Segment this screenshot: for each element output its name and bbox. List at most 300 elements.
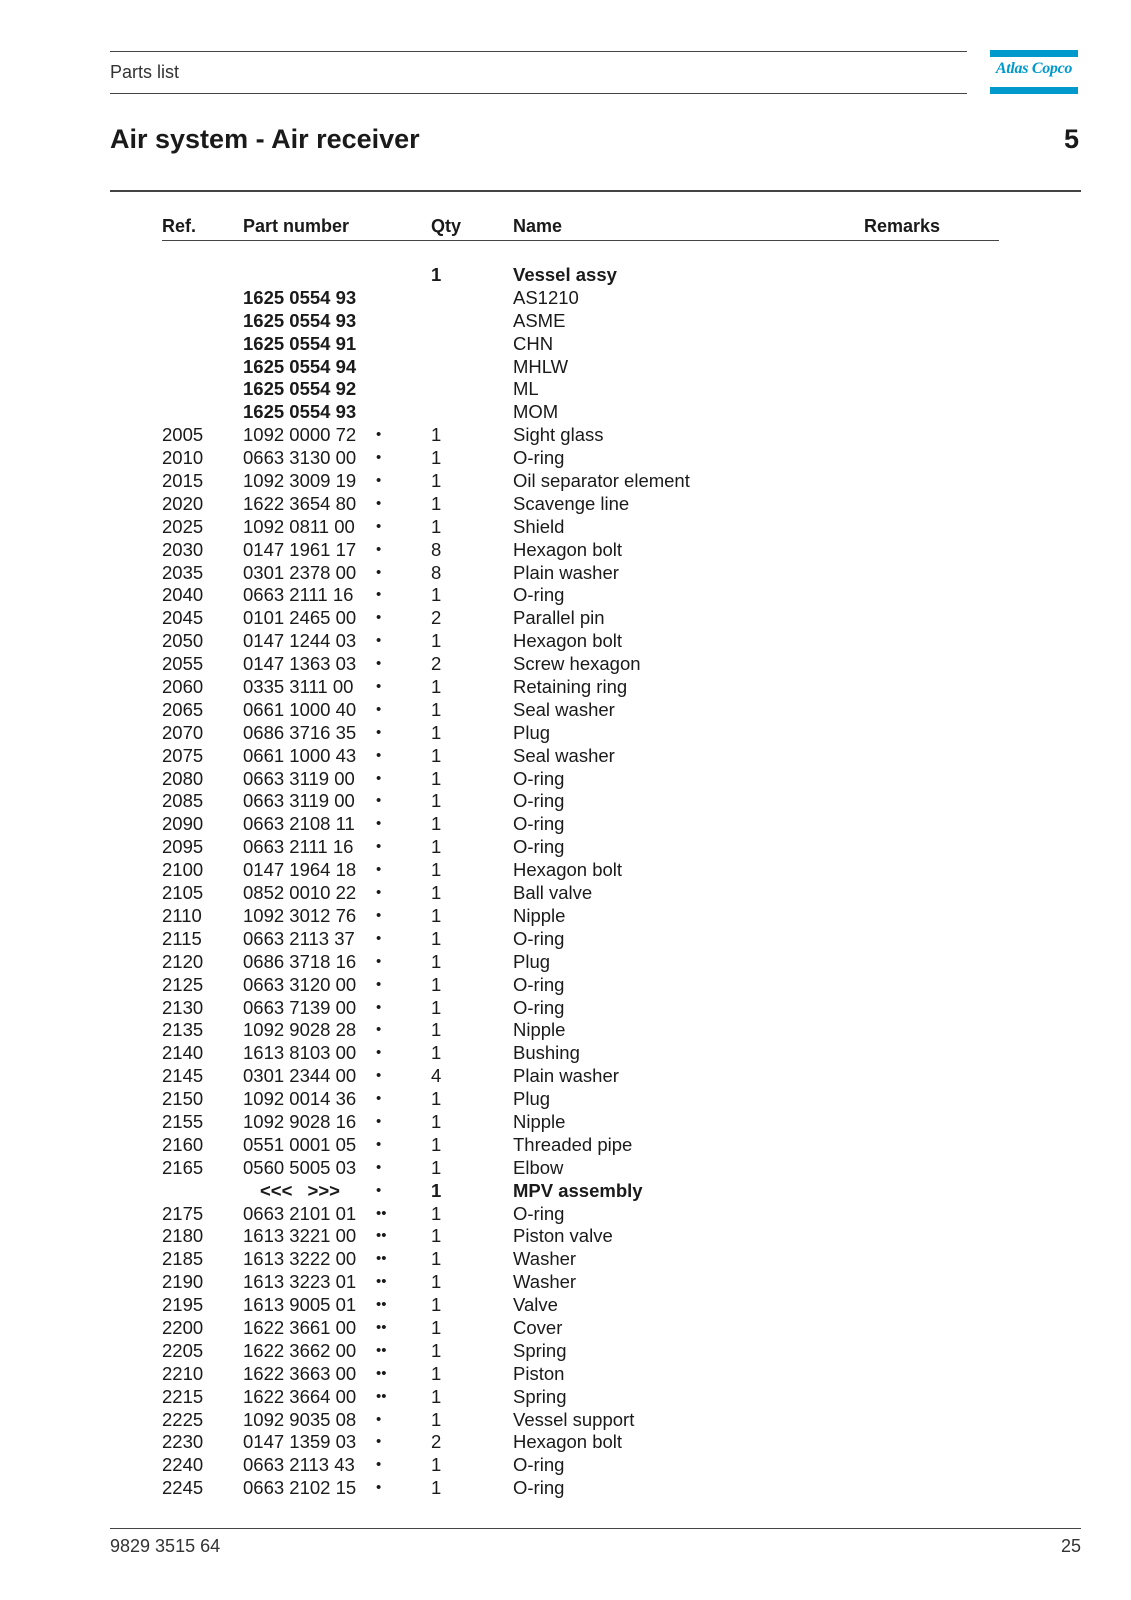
name-cell: Sight glass <box>513 424 604 446</box>
qty-cell: 1 <box>431 1362 442 1384</box>
qty-cell: 1 <box>431 767 442 789</box>
qty-cell: 1 <box>431 630 442 652</box>
level-dots: • <box>376 1044 382 1062</box>
part-number-cell: 1625 0554 92 <box>243 378 357 400</box>
table-row <box>0 836 1131 859</box>
part-number-cell: 0301 2344 00 <box>243 1065 357 1087</box>
name-cell: ASME <box>513 309 566 331</box>
name-cell: Ball valve <box>513 882 593 904</box>
ref-cell: 2150 <box>162 1088 204 1110</box>
part-number-cell: 0663 3130 00 <box>243 447 357 469</box>
qty-cell: 1 <box>431 1156 442 1178</box>
ref-cell: 2040 <box>162 584 204 606</box>
ref-cell: 2195 <box>162 1294 204 1316</box>
table-row <box>0 1317 1131 1340</box>
level-dots: • <box>376 1112 382 1130</box>
qty-cell: 1 <box>431 1042 442 1064</box>
ref-cell: 2055 <box>162 653 204 675</box>
ref-cell: 2210 <box>162 1362 204 1384</box>
level-dots: • <box>376 1433 382 1451</box>
part-number-cell: 0663 2113 43 <box>243 1454 355 1476</box>
part-number-cell: 1625 0554 93 <box>243 309 357 331</box>
level-dots: • <box>376 655 382 673</box>
ref-cell: 2165 <box>162 1156 204 1178</box>
table-row <box>0 1386 1131 1409</box>
page-title: Air system - Air receiver <box>110 124 420 154</box>
level-dots: • <box>376 426 382 444</box>
table-row <box>0 516 1131 539</box>
name-cell: Seal washer <box>513 744 615 766</box>
header-name: Name <box>513 216 563 236</box>
table-row <box>0 539 1131 562</box>
ref-cell: 2015 <box>162 470 204 492</box>
ref-cell: 2240 <box>162 1454 204 1476</box>
table-row <box>0 722 1131 745</box>
name-cell: Hexagon bolt <box>513 630 623 652</box>
level-dots: •• <box>376 1250 387 1268</box>
table-row <box>0 1203 1131 1226</box>
ref-cell: 2145 <box>162 1065 204 1087</box>
ref-cell: 2160 <box>162 1133 204 1155</box>
name-cell: Hexagon bolt <box>513 859 623 881</box>
table-row <box>0 1363 1131 1386</box>
table-row <box>0 1340 1131 1363</box>
name-cell: Screw hexagon <box>513 653 641 675</box>
ref-cell: 2185 <box>162 1248 204 1270</box>
table-row <box>0 1409 1131 1432</box>
qty-cell: 1 <box>431 813 442 835</box>
part-number-cell: 1625 0554 93 <box>243 401 357 423</box>
level-dots: •• <box>376 1318 387 1336</box>
name-cell: Piston valve <box>513 1225 613 1247</box>
part-number-cell: 1622 3664 00 <box>243 1385 357 1407</box>
ref-cell: 2035 <box>162 561 204 583</box>
table-row <box>0 378 1131 401</box>
header-ref: Ref. <box>162 216 197 236</box>
part-number-cell: 0852 0010 22 <box>243 882 357 904</box>
name-cell: O-ring <box>513 813 565 835</box>
qty-cell: 1 <box>431 1225 442 1247</box>
qty-cell: 1 <box>431 927 442 949</box>
part-number-cell: 1092 9028 28 <box>243 1019 357 1041</box>
name-cell: Seal washer <box>513 698 615 720</box>
parts-table-body <box>0 264 1131 1500</box>
qty-cell: 1 <box>431 1454 442 1476</box>
name-cell: Vessel support <box>513 1408 635 1430</box>
level-dots: • <box>376 586 382 604</box>
level-dots: •• <box>376 1227 387 1245</box>
part-number-cell: 0686 3718 16 <box>243 950 357 972</box>
ref-cell: 2060 <box>162 676 204 698</box>
qty-cell: 1 <box>431 1339 442 1361</box>
ref-cell: 2135 <box>162 1019 204 1041</box>
table-row <box>0 1088 1131 1111</box>
name-cell: O-ring <box>513 927 565 949</box>
ref-cell: 2075 <box>162 744 204 766</box>
qty-cell: 1 <box>431 904 442 926</box>
part-number-cell: 0661 1000 43 <box>243 744 357 766</box>
name-cell: Plain washer <box>513 1065 619 1087</box>
ref-cell: 2045 <box>162 607 204 629</box>
qty-cell: 1 <box>431 1133 442 1155</box>
qty-cell: 1 <box>431 1477 442 1499</box>
table-row <box>0 1157 1131 1180</box>
level-dots: • <box>376 472 382 490</box>
part-number-cell: 0663 2111 16 <box>243 584 354 606</box>
ref-cell: 2175 <box>162 1202 204 1224</box>
part-number-cell: 1092 0000 72 <box>243 424 357 446</box>
level-dots: • <box>376 449 382 467</box>
part-number-cell: 1622 3661 00 <box>243 1316 357 1338</box>
level-dots: • <box>376 517 382 535</box>
name-cell: Parallel pin <box>513 607 605 629</box>
qty-cell: 1 <box>431 584 442 606</box>
header-part-number: Part number <box>243 216 350 236</box>
header-top-rule <box>110 51 967 52</box>
table-row <box>0 424 1131 447</box>
part-number-cell: 0551 0001 05 <box>243 1133 357 1155</box>
level-dots: • <box>376 952 382 970</box>
name-cell: Hexagon bolt <box>513 1431 623 1453</box>
table-header-rule <box>162 240 999 241</box>
qty-cell: 1 <box>431 1316 442 1338</box>
ref-cell: 2155 <box>162 1110 204 1132</box>
qty-cell: 1 <box>431 1179 442 1201</box>
name-cell: AS1210 <box>513 286 579 308</box>
level-dots: • <box>376 1456 382 1474</box>
table-row <box>0 974 1131 997</box>
part-number-cell: 1613 9005 01 <box>243 1294 357 1316</box>
qty-cell: 1 <box>431 790 442 812</box>
part-number-cell: 0663 2111 16 <box>243 836 354 858</box>
part-number-cell: 1625 0554 94 <box>243 355 357 377</box>
name-cell: Nipple <box>513 904 566 926</box>
level-dots: • <box>376 1410 382 1428</box>
table-row <box>0 1477 1131 1500</box>
level-dots: • <box>376 861 382 879</box>
name-cell: Spring <box>513 1339 567 1361</box>
part-number-cell: 1092 9028 16 <box>243 1110 357 1132</box>
qty-cell: 1 <box>431 882 442 904</box>
part-number-cell: 1092 3012 76 <box>243 904 357 926</box>
qty-cell: 1 <box>431 698 442 720</box>
table-row <box>0 905 1131 928</box>
level-dots: • <box>376 838 382 856</box>
name-cell: O-ring <box>513 1454 565 1476</box>
table-row <box>0 1294 1131 1317</box>
name-cell: MHLW <box>513 355 569 377</box>
table-row <box>0 401 1131 424</box>
part-number-cell: 1625 0554 91 <box>243 332 357 354</box>
part-number-cell: 0663 3119 00 <box>243 790 355 812</box>
name-cell: O-ring <box>513 1477 565 1499</box>
name-cell: CHN <box>513 332 554 354</box>
table-row <box>0 768 1131 791</box>
qty-cell: 1 <box>431 1408 442 1430</box>
name-cell: Plug <box>513 950 551 972</box>
name-cell: MPV assembly <box>513 1179 643 1201</box>
part-number-cell: 0147 1363 03 <box>243 653 357 675</box>
part-number-cell: 0560 5005 03 <box>243 1156 357 1178</box>
page-number: 25 <box>1060 1536 1081 1556</box>
level-dots: • <box>376 1135 382 1153</box>
part-number-cell: 0663 2101 01 <box>243 1202 357 1224</box>
level-dots: • <box>376 1090 382 1108</box>
ref-cell: 2245 <box>162 1477 204 1499</box>
level-dots: • <box>376 906 382 924</box>
level-dots: •• <box>376 1387 387 1405</box>
ref-cell: 2020 <box>162 492 204 514</box>
qty-cell: 1 <box>431 447 442 469</box>
header-label: Parts list <box>110 62 180 82</box>
ref-cell: 2070 <box>162 721 204 743</box>
table-row <box>0 1180 1131 1203</box>
part-number-cell: 0663 2113 37 <box>243 927 355 949</box>
name-cell: Hexagon bolt <box>513 538 623 560</box>
part-number-cell: 1613 3222 00 <box>243 1248 357 1270</box>
name-cell: Spring <box>513 1385 567 1407</box>
table-row <box>0 882 1131 905</box>
title-rule <box>110 190 1081 192</box>
qty-cell: 1 <box>431 1202 442 1224</box>
level-dots: •• <box>376 1204 387 1222</box>
part-number-cell: 0335 3111 00 <box>243 676 354 698</box>
table-row <box>0 1065 1131 1088</box>
level-dots: •• <box>376 1296 387 1314</box>
name-cell: Bushing <box>513 1042 580 1064</box>
name-cell: Vessel assy <box>513 264 617 285</box>
qty-cell: 1 <box>431 264 442 285</box>
part-number-cell: 1613 8103 00 <box>243 1042 357 1064</box>
name-cell: Nipple <box>513 1110 566 1132</box>
qty-cell: 2 <box>431 1431 442 1453</box>
table-row <box>0 333 1131 356</box>
level-dots: • <box>376 769 382 787</box>
name-cell: O-ring <box>513 584 565 606</box>
level-dots: • <box>376 1021 382 1039</box>
part-number-cell: 1622 3663 00 <box>243 1362 357 1384</box>
level-dots: •• <box>376 1364 387 1382</box>
section-number: 5 <box>1063 124 1079 154</box>
table-row <box>0 951 1131 974</box>
name-cell: O-ring <box>513 767 565 789</box>
logo-bottom-bar <box>990 87 1078 94</box>
qty-cell: 2 <box>431 607 442 629</box>
part-number-cell: 0147 1964 18 <box>243 859 357 881</box>
name-cell: Threaded pipe <box>513 1133 633 1155</box>
level-dots: • <box>376 632 382 650</box>
ref-cell: 2025 <box>162 515 204 537</box>
ref-cell: 2215 <box>162 1385 204 1407</box>
name-cell: Piston <box>513 1362 565 1384</box>
qty-cell: 1 <box>431 424 442 446</box>
footer-rule <box>110 1528 1081 1529</box>
table-row <box>0 607 1131 630</box>
name-cell: Retaining ring <box>513 676 628 698</box>
name-cell: Washer <box>513 1248 577 1270</box>
level-dots: • <box>376 700 382 718</box>
qty-cell: 1 <box>431 950 442 972</box>
name-cell: O-ring <box>513 973 565 995</box>
ref-cell: 2140 <box>162 1042 204 1064</box>
ref-cell: 2200 <box>162 1316 204 1338</box>
name-cell: Scavenge line <box>513 492 630 514</box>
name-cell: Elbow <box>513 1156 564 1178</box>
table-row <box>0 1225 1131 1248</box>
table-row <box>0 310 1131 333</box>
part-number-cell: 0101 2465 00 <box>243 607 357 629</box>
logo-text: Atlas Copco <box>995 60 1073 77</box>
qty-cell: 1 <box>431 721 442 743</box>
part-number-cell: 0686 3716 35 <box>243 721 357 743</box>
part-number-cell: 0663 2108 11 <box>243 813 355 835</box>
qty-cell: 1 <box>431 1088 442 1110</box>
part-number-cell: 1613 3221 00 <box>243 1225 357 1247</box>
table-row <box>0 790 1131 813</box>
ref-cell: 2110 <box>162 904 202 926</box>
table-row <box>0 1454 1131 1477</box>
qty-cell: 1 <box>431 744 442 766</box>
name-cell: Plug <box>513 1088 551 1110</box>
level-dots: • <box>376 1181 382 1199</box>
qty-cell: 1 <box>431 515 442 537</box>
ref-cell: 2120 <box>162 950 204 972</box>
table-row <box>0 562 1131 585</box>
ref-cell: 2205 <box>162 1339 204 1361</box>
ref-cell: 2085 <box>162 790 204 812</box>
qty-cell: 1 <box>431 470 442 492</box>
ref-cell: 2125 <box>162 973 204 995</box>
table-row <box>0 928 1131 951</box>
table-row <box>0 1019 1131 1042</box>
name-cell: O-ring <box>513 836 565 858</box>
ref-cell: 2095 <box>162 836 204 858</box>
part-number-cell: 0301 2378 00 <box>243 561 357 583</box>
name-cell: ML <box>513 378 539 400</box>
level-dots: •• <box>376 1273 387 1291</box>
header-bottom-rule <box>110 93 967 94</box>
name-cell: Nipple <box>513 1019 566 1041</box>
level-dots: • <box>376 746 382 764</box>
level-dots: • <box>376 929 382 947</box>
qty-cell: 8 <box>431 561 442 583</box>
part-number-cell: 0147 1359 03 <box>243 1431 357 1453</box>
part-number-cell: 1092 9035 08 <box>243 1408 357 1430</box>
qty-cell: 2 <box>431 653 442 675</box>
level-dots: • <box>376 815 382 833</box>
table-row <box>0 630 1131 653</box>
table-row <box>0 1431 1131 1454</box>
name-cell: Shield <box>513 515 565 537</box>
logo-top-bar <box>990 50 1078 57</box>
name-cell: O-ring <box>513 447 565 469</box>
name-cell: O-ring <box>513 1202 565 1224</box>
level-dots: • <box>376 563 382 581</box>
qty-cell: 1 <box>431 676 442 698</box>
table-row <box>0 1248 1131 1271</box>
ref-cell: 2225 <box>162 1408 204 1430</box>
table-row <box>0 447 1131 470</box>
header-remarks: Remarks <box>864 216 941 236</box>
part-number-cell: 0663 7139 00 <box>243 996 357 1018</box>
name-cell: O-ring <box>513 790 565 812</box>
name-cell: O-ring <box>513 996 565 1018</box>
part-number-cell: 1092 0014 36 <box>243 1088 357 1110</box>
atlas-copco-logo <box>990 50 1078 94</box>
ref-cell: 2130 <box>162 996 204 1018</box>
qty-cell: 8 <box>431 538 442 560</box>
name-cell: Plug <box>513 721 551 743</box>
level-dots: • <box>376 1067 382 1085</box>
header-qty: Qty <box>431 216 462 236</box>
table-row <box>0 1111 1131 1134</box>
qty-cell: 1 <box>431 1019 442 1041</box>
name-cell: Valve <box>513 1294 558 1316</box>
qty-cell: 1 <box>431 1248 442 1270</box>
level-dots: • <box>376 494 382 512</box>
name-cell: Washer <box>513 1271 577 1293</box>
table-row <box>0 813 1131 836</box>
level-dots: • <box>376 792 382 810</box>
ref-cell: 2190 <box>162 1271 204 1293</box>
level-dots: • <box>376 884 382 902</box>
table-row <box>0 1271 1131 1294</box>
level-dots: • <box>376 609 382 627</box>
table-row <box>0 287 1131 310</box>
table-row <box>0 699 1131 722</box>
table-row <box>0 859 1131 882</box>
level-dots: • <box>376 723 382 741</box>
ref-cell: 2080 <box>162 767 204 789</box>
qty-cell: 1 <box>431 973 442 995</box>
part-number-cell: 0663 3120 00 <box>243 973 357 995</box>
qty-cell: 1 <box>431 492 442 514</box>
ref-cell: 2115 <box>162 927 202 949</box>
level-dots: • <box>376 678 382 696</box>
table-row <box>0 1134 1131 1157</box>
ref-cell: 2105 <box>162 882 204 904</box>
ref-cell: 2180 <box>162 1225 204 1247</box>
table-row <box>0 676 1131 699</box>
ref-cell: 2030 <box>162 538 204 560</box>
qty-cell: 1 <box>431 1110 442 1132</box>
name-cell: Cover <box>513 1316 563 1338</box>
table-row <box>0 745 1131 768</box>
part-number-cell: 0661 1000 40 <box>243 698 357 720</box>
level-dots: • <box>376 540 382 558</box>
table-row <box>0 997 1131 1020</box>
table-row <box>0 584 1131 607</box>
table-row <box>0 470 1131 493</box>
qty-cell: 1 <box>431 836 442 858</box>
ref-cell: 2050 <box>162 630 204 652</box>
table-row <box>0 1042 1131 1065</box>
qty-cell: 1 <box>431 1294 442 1316</box>
part-number-cell: 0147 1961 17 <box>243 538 357 560</box>
ref-cell: 2100 <box>162 859 204 881</box>
qty-cell: 1 <box>431 996 442 1018</box>
table-row <box>0 653 1131 676</box>
part-number-cell: 1092 0811 00 <box>243 515 355 537</box>
part-number-cell: 0663 3119 00 <box>243 767 355 789</box>
ref-cell: 2090 <box>162 813 204 835</box>
part-number-cell: 1622 3662 00 <box>243 1339 357 1361</box>
level-dots: • <box>376 998 382 1016</box>
part-number-cell: 1622 3654 80 <box>243 492 357 514</box>
qty-cell: 1 <box>431 1271 442 1293</box>
part-number-cell: 0147 1244 03 <box>243 630 357 652</box>
level-dots: • <box>376 975 382 993</box>
